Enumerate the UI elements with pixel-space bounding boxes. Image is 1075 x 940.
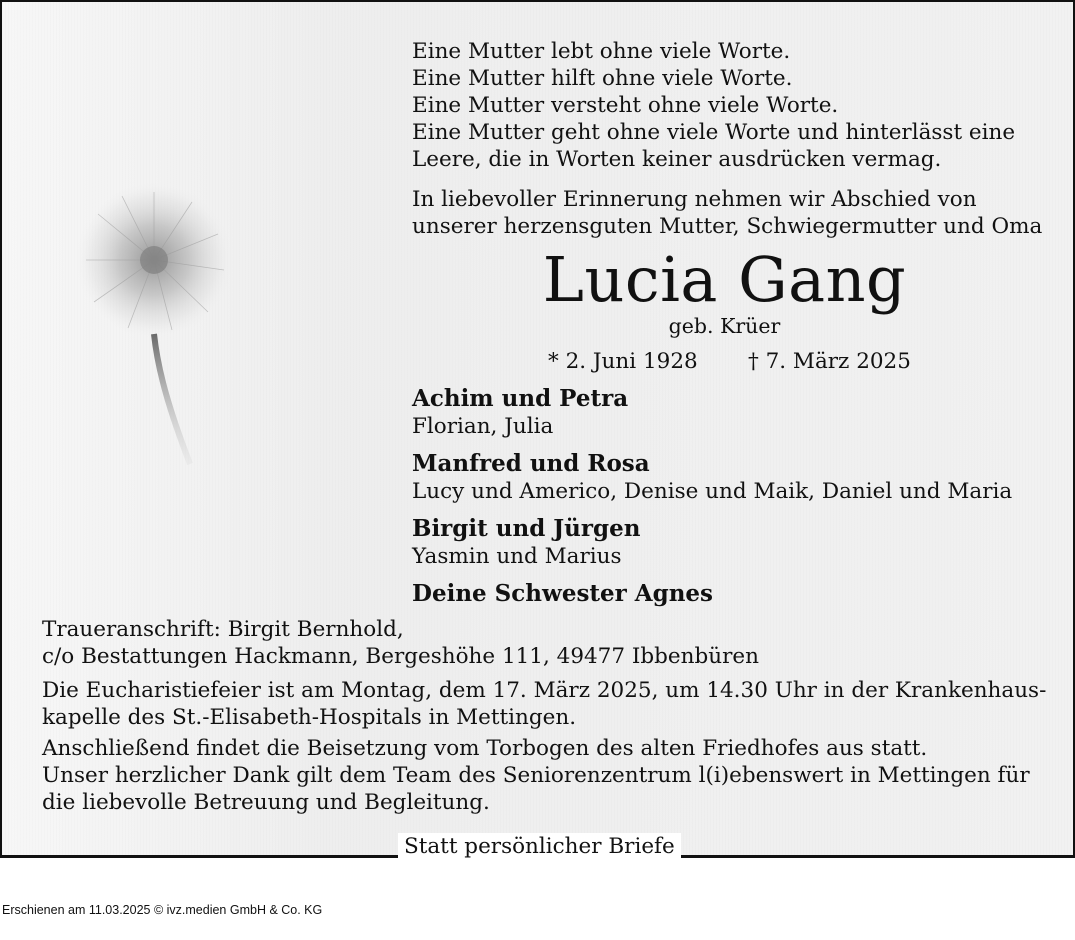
intro-line: unserer herzensguten Mutter, Schwiegermutter und Oma (412, 214, 1043, 239)
mass-line: Die Eucharistiefeier ist am Montag, dem 17. März 2025, um 14.30 Uhr in der Krankenhaus- (42, 678, 1047, 703)
maiden-name: geb. Krüer (668, 314, 781, 338)
poem (412, 38, 1015, 173)
family-heading: Achim und Petra (412, 385, 629, 412)
burial-and-thanks (42, 735, 1030, 816)
family-members: Florian, Julia (412, 414, 554, 439)
closing-text: Statt persönlicher Briefe (404, 834, 675, 859)
poem-line: Eine Mutter versteht ohne viele Worte. (412, 93, 839, 118)
family-heading: Manfred und Rosa (412, 450, 650, 477)
mass-info (42, 677, 1046, 731)
address-line: Traueranschrift: Birgit Bernhold, (42, 617, 404, 642)
thanks-line: Unser herzlicher Dank gilt dem Team des Seniorenzentrum l(i)ebenswert in Mettingen für (42, 763, 1030, 788)
death-date: † 7. März 2025 (748, 349, 911, 374)
family-heading: Birgit und Jürgen (412, 515, 641, 542)
poem-line: Eine Mutter geht ohne viele Worte und hinterlässt eine (412, 120, 1016, 145)
intro-text (412, 186, 1042, 240)
intro-line: In liebevoller Erinnerung nehmen wir Abschied von (412, 187, 977, 212)
family-members: Yasmin und Marius (412, 544, 622, 569)
birth-date: * 2. Juni 1928 (548, 349, 698, 374)
family-heading: Deine Schwester Agnes (412, 580, 714, 607)
thanks-line: die liebevolle Betreuung und Begleitung. (42, 790, 490, 815)
poem-line: Eine Mutter lebt ohne viele Worte. (412, 39, 791, 64)
poem-line: Eine Mutter hilft ohne viele Worte. (412, 66, 793, 91)
address-line: c/o Bestattungen Hackmann, Bergeshöhe 111, 49477 Ibbenbüren (42, 644, 759, 669)
mass-line: kapelle des St.-Elisabeth-Hospitals in Mettingen. (42, 705, 577, 730)
closing-note (398, 833, 681, 861)
poem-line: Leere, die in Worten keiner ausdrücken vermag. (412, 147, 942, 172)
burial-line: Anschließend findet die Beisetzung vom Torbogen des alten Friedhofes aus statt. (42, 736, 928, 761)
deceased-name: Lucia Gang (542, 243, 907, 316)
family-members: Lucy und Americo, Denise und Maik, Daniel und Maria (412, 479, 1013, 504)
publication-credit: Erschienen am 11.03.2025 © ivz.medien GmbH & Co. KG (2, 903, 323, 917)
mourning-address (42, 616, 759, 670)
